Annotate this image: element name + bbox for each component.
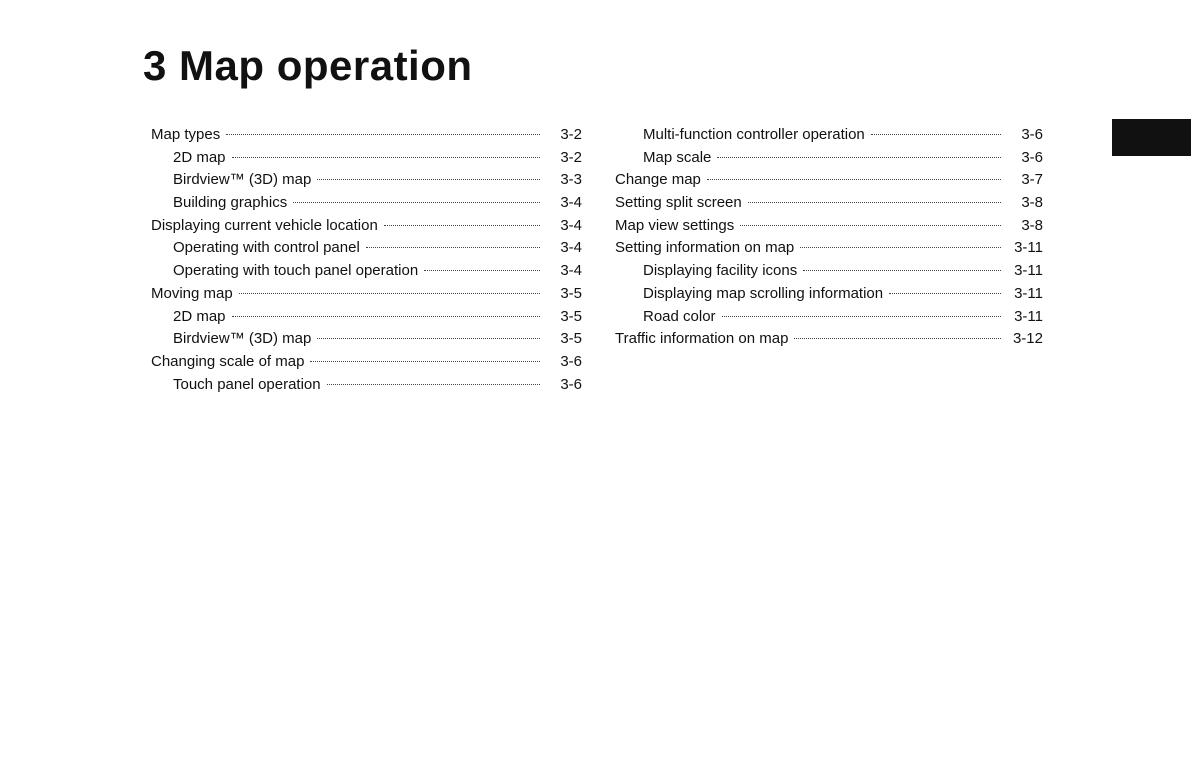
- toc-entry-page-number: 3-7: [1021, 171, 1043, 189]
- dot-leader: [384, 225, 540, 226]
- toc-entry[interactable]: [615, 260, 1043, 283]
- toc-entry-label: Setting information on map: [615, 239, 795, 257]
- toc-entry[interactable]: [615, 215, 1043, 238]
- dot-leader: [748, 202, 1001, 203]
- toc-entry-page-number: 3-11: [1014, 262, 1043, 280]
- toc-entry-page-number: 3-2: [560, 148, 582, 166]
- toc-entry-label: Map types: [151, 126, 221, 143]
- toc-entry[interactable]: [615, 169, 1043, 192]
- dot-leader: [310, 361, 540, 362]
- dot-leader: [740, 225, 1001, 226]
- toc-entry[interactable]: [151, 328, 582, 351]
- toc-entry[interactable]: [151, 124, 582, 147]
- toc-entry[interactable]: [151, 283, 582, 306]
- toc-entry[interactable]: [615, 192, 1043, 215]
- toc-entry-page-number: 3-4: [560, 194, 582, 212]
- toc-entry-page-number: 3-6: [1021, 126, 1043, 143]
- toc-entry-label: Map view settings: [615, 216, 735, 234]
- dot-leader: [293, 202, 540, 203]
- toc-entry[interactable]: [615, 237, 1043, 260]
- toc-entry-page-number: 3-3: [560, 171, 582, 189]
- toc-entry-page-number: 3-8: [1021, 194, 1043, 212]
- toc-entry-page-number: 3-6: [560, 352, 582, 370]
- toc-entry-label: Displaying map scrolling information: [643, 284, 884, 302]
- toc-entry[interactable]: [615, 283, 1043, 306]
- toc-right-column: [615, 124, 1043, 351]
- dot-leader: [424, 270, 540, 271]
- toc-entry-label: Map scale: [643, 148, 712, 166]
- chapter-tab-marker: [1112, 119, 1191, 156]
- toc-entry-page-number: 3-4: [560, 216, 582, 234]
- dot-leader: [327, 384, 540, 385]
- toc-entry-page-number: 3-11: [1014, 239, 1043, 257]
- toc-entry-page-number: 3-2: [560, 126, 582, 143]
- toc-entry-label: Birdview™ (3D) map: [173, 171, 312, 189]
- dot-leader: [366, 247, 540, 248]
- toc-entry-page-number: 3-6: [560, 375, 582, 393]
- toc-entry[interactable]: [151, 169, 582, 192]
- toc-entry-label: Birdview™ (3D) map: [173, 330, 312, 348]
- toc-entry[interactable]: [151, 351, 582, 374]
- toc-left-column: [151, 124, 582, 396]
- toc-entry-page-number: 3-6: [1021, 148, 1043, 166]
- toc-entry-label: Operating with control panel: [173, 239, 360, 257]
- toc-entry[interactable]: [151, 260, 582, 283]
- toc-entry-label: Traffic information on map: [615, 330, 789, 348]
- toc-entry-label: Displaying current vehicle location: [151, 216, 378, 234]
- toc-entry[interactable]: [615, 147, 1043, 170]
- toc-entry[interactable]: [151, 374, 582, 397]
- toc-entry-label: 2D map: [173, 307, 226, 325]
- dot-leader: [871, 134, 1001, 135]
- dot-leader: [239, 293, 540, 294]
- dot-leader: [226, 134, 540, 135]
- toc-entry[interactable]: [615, 124, 1043, 147]
- toc-entry-label: Setting split screen: [615, 194, 742, 212]
- toc-entry[interactable]: [151, 306, 582, 329]
- toc-entry[interactable]: [151, 192, 582, 215]
- toc-entry-label: Displaying facility icons: [643, 262, 798, 280]
- dot-leader: [722, 316, 1001, 317]
- toc-entry-label: Multi-function controller operation: [643, 126, 865, 143]
- dot-leader: [317, 179, 540, 180]
- dot-leader: [707, 179, 1001, 180]
- toc-entry-label: Touch panel operation: [173, 375, 321, 393]
- toc-entry-page-number: 3-11: [1014, 284, 1043, 302]
- toc-entry-label: Moving map: [151, 284, 233, 302]
- toc-entry-label: Road color: [643, 307, 716, 325]
- dot-leader: [317, 338, 540, 339]
- toc-entry-page-number: 3-5: [560, 284, 582, 302]
- toc-entry[interactable]: [151, 237, 582, 260]
- toc-entry-label: Building graphics: [173, 194, 288, 212]
- dot-leader: [717, 157, 1001, 158]
- chapter-title: 3 Map operation: [143, 42, 473, 89]
- toc-entry-page-number: 3-5: [560, 307, 582, 325]
- toc-entry[interactable]: [615, 306, 1043, 329]
- toc-entry-page-number: 3-4: [560, 239, 582, 257]
- toc-entry[interactable]: [151, 147, 582, 170]
- toc-entry-page-number: 3-5: [560, 330, 582, 348]
- toc-entry-page-number: 3-4: [560, 262, 582, 280]
- toc-entry-page-number: 3-11: [1014, 307, 1043, 325]
- toc-entry[interactable]: [151, 215, 582, 238]
- toc-entry-page-number: 3-12: [1012, 330, 1043, 348]
- dot-leader: [232, 157, 540, 158]
- dot-leader: [800, 247, 1001, 248]
- dot-leader: [803, 270, 1001, 271]
- toc-entry[interactable]: [615, 328, 1043, 351]
- dot-leader: [232, 316, 540, 317]
- toc-entry-label: Operating with touch panel operation: [173, 262, 419, 280]
- toc-entry-label: Changing scale of map: [151, 352, 305, 370]
- toc-entry-label: Change map: [615, 171, 701, 189]
- dot-leader: [889, 293, 1001, 294]
- toc-entry-page-number: 3-8: [1021, 216, 1043, 234]
- dot-leader: [794, 338, 1001, 339]
- toc-entry-label: 2D map: [173, 148, 226, 166]
